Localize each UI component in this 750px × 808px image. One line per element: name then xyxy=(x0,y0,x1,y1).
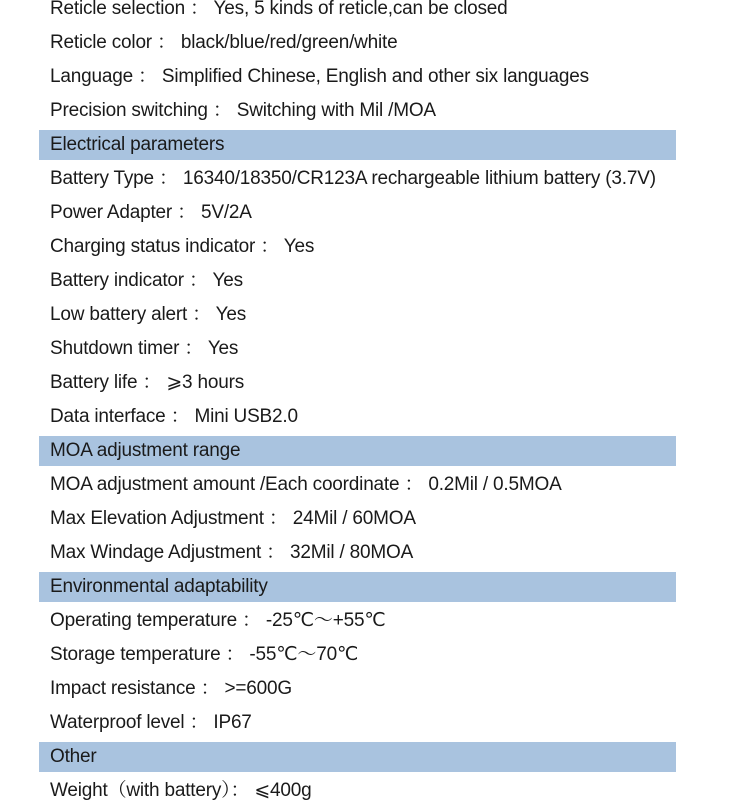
spec-text: MOA adjustment amount /Each coordinate ： 0.2Mil / 0.5MOA xyxy=(50,474,562,495)
spec-row-shutdown-timer xyxy=(39,332,676,366)
spec-row-language xyxy=(39,60,676,94)
spec-text: Low battery alert ： Yes xyxy=(50,304,247,325)
spec-text: Reticle selection ： Yes, 5 kinds of reticle,can be closed xyxy=(50,0,508,19)
section-header-electrical xyxy=(39,130,676,160)
spec-row-max-windage xyxy=(39,536,676,570)
spec-row-storage-temperature xyxy=(39,638,676,672)
spec-text: Battery life ： ⩾3 hours xyxy=(50,372,245,393)
spec-text: Charging status indicator ： Yes xyxy=(50,236,315,257)
spec-text: Waterproof level ： IP67 xyxy=(50,712,252,733)
spec-row-data-interface xyxy=(39,400,676,434)
spec-text: Shutdown timer ： Yes xyxy=(50,338,239,359)
section-electrical-parameters xyxy=(0,130,750,434)
spec-text: Data interface ： Mini USB2.0 xyxy=(50,406,298,427)
spec-row-impact-resistance xyxy=(39,672,676,706)
section-other xyxy=(0,742,750,808)
spec-text: Storage temperature ： -55℃～70℃ xyxy=(50,644,359,665)
spec-text: Max Windage Adjustment ： 32Mil / 80MOA xyxy=(50,542,414,563)
spec-row-weight xyxy=(39,774,676,808)
spec-row-moa-adjustment-amount xyxy=(39,468,676,502)
spec-text: Battery indicator ： Yes xyxy=(50,270,243,291)
spec-text: Operating temperature ： -25℃～+55℃ xyxy=(50,610,386,631)
spec-text: Battery Type ： 16340/18350/CR123A rechargeable lithium battery (3.7V) xyxy=(50,168,656,189)
spec-row-waterproof-level xyxy=(39,706,676,740)
spec-text: Max Elevation Adjustment ： 24Mil / 60MOA xyxy=(50,508,416,529)
spec-text: Power Adapter ： 5V/2A xyxy=(50,202,252,223)
spec-row-battery-type xyxy=(39,162,676,196)
section-moa-adjustment-range xyxy=(0,436,750,570)
section-environmental-adaptability xyxy=(0,572,750,740)
spec-row-operating-temperature xyxy=(39,604,676,638)
spec-row-reticle-selection xyxy=(39,0,676,26)
spec-row-reticle-color xyxy=(39,26,676,60)
spec-text: Weight（with battery）： ⩽400g xyxy=(50,780,312,801)
spec-row-low-battery-alert xyxy=(39,298,676,332)
section-header-other xyxy=(39,742,676,772)
section-display xyxy=(0,0,750,128)
spec-row-max-elevation xyxy=(39,502,676,536)
spec-row-precision-switching xyxy=(39,94,676,128)
spec-text: Language ： Simplified Chinese, English and other six languages xyxy=(50,66,589,87)
section-header-text: Environmental adaptability xyxy=(50,576,268,597)
spec-row-battery-life xyxy=(39,366,676,400)
section-header-text: Other xyxy=(50,746,97,767)
spec-text: Precision switching ： Switching with Mil /MOA xyxy=(50,100,436,121)
spec-row-charging-status xyxy=(39,230,676,264)
section-header-text: MOA adjustment range xyxy=(50,440,241,461)
spec-text: Impact resistance ： >=600G xyxy=(50,678,292,699)
section-header-environmental xyxy=(39,572,676,602)
section-header-text: Electrical parameters xyxy=(50,134,225,155)
spec-row-power-adapter xyxy=(39,196,676,230)
spec-row-battery-indicator xyxy=(39,264,676,298)
spec-text: Reticle color ： black/blue/red/green/white xyxy=(50,32,398,53)
section-header-moa xyxy=(39,436,676,466)
